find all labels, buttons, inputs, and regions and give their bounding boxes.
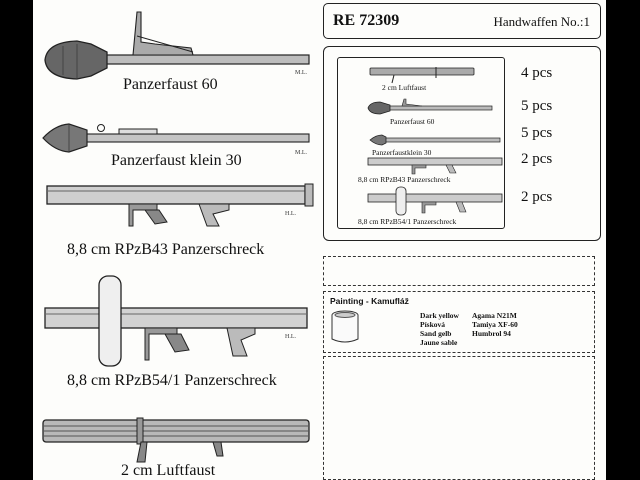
- paint-color-name: Dark yellow: [420, 311, 459, 320]
- paint-color-name: Jaune sable: [420, 338, 458, 347]
- luftfaust-label: 2 cm Luftfaust: [121, 462, 216, 479]
- panzerfaust-klein-30-drawing: [33, 116, 323, 156]
- kit-code: RE 72309: [333, 12, 400, 29]
- qty-panzerfaust-60: 5 pcs: [521, 98, 553, 114]
- contents-item-name: Panzerfaustklein 30: [372, 148, 432, 157]
- rpzb54-panzerschreck-label: 8,8 cm RPzB54/1 Panzerschreck: [67, 372, 277, 389]
- qty-luftfaust: 4 pcs: [521, 65, 553, 81]
- paint-color-name: Sand gelb: [420, 329, 452, 338]
- header-box: [323, 3, 601, 39]
- contents-parts-panel: [337, 57, 505, 229]
- qty-rpzb54: 2 pcs: [521, 189, 553, 205]
- paint-code: Tamiya XF-60: [472, 320, 518, 329]
- contents-item-name: 8,8 cm RPzB54/1 Panzerschreck: [358, 217, 457, 226]
- empty-box: [323, 356, 595, 480]
- panzerfaust-60-drawing: [33, 8, 323, 80]
- svg-text:H.L.: H.L.: [285, 211, 296, 217]
- svg-text:M.L.: M.L.: [295, 70, 307, 76]
- instruction-sheet: [33, 0, 606, 480]
- paint-color-name: Písková: [420, 320, 446, 329]
- rpzb54-panzerschreck-drawing: [33, 274, 323, 368]
- contents-item-name: Panzerfaust 60: [390, 117, 435, 126]
- contents-item-name: 8,8 cm RPzB43 Panzerschreck: [358, 175, 451, 184]
- painting-box: [323, 291, 595, 353]
- contents-box: [323, 46, 601, 241]
- rpzb43-panzerschreck-label: 8,8 cm RPzB43 Panzerschreck: [67, 241, 265, 258]
- paint-code: Humbrol 94: [472, 329, 511, 338]
- paint-pot-icon: [328, 309, 362, 347]
- panzerfaust-60-label: Panzerfaust 60: [123, 76, 218, 93]
- qty-rpzb43: 2 pcs: [521, 151, 553, 167]
- painting-title: Painting - Kamufláž: [330, 296, 409, 306]
- rpzb43-panzerschreck-drawing: [33, 180, 323, 238]
- contents-item-luftfaust: [338, 64, 506, 92]
- panzerfaust-klein-30-label: Panzerfaust klein 30: [111, 152, 242, 169]
- paint-code: Agama N21M: [472, 311, 517, 320]
- svg-text:H.L.: H.L.: [285, 334, 296, 340]
- contents-item-panzerfaust-60: [338, 98, 506, 126]
- contents-item-rpzb54: [338, 186, 506, 226]
- contents-item-name: 2 cm Luftfaust: [382, 83, 427, 92]
- qty-panzerfaust-klein-30: 5 pcs: [521, 125, 553, 141]
- svg-text:M.L.: M.L.: [295, 150, 307, 156]
- series-title: Handwaffen No.:1: [493, 14, 590, 29]
- notes-box: [323, 256, 595, 286]
- contents-item-rpzb43: [338, 154, 506, 184]
- luftfaust-drawing: [33, 414, 323, 464]
